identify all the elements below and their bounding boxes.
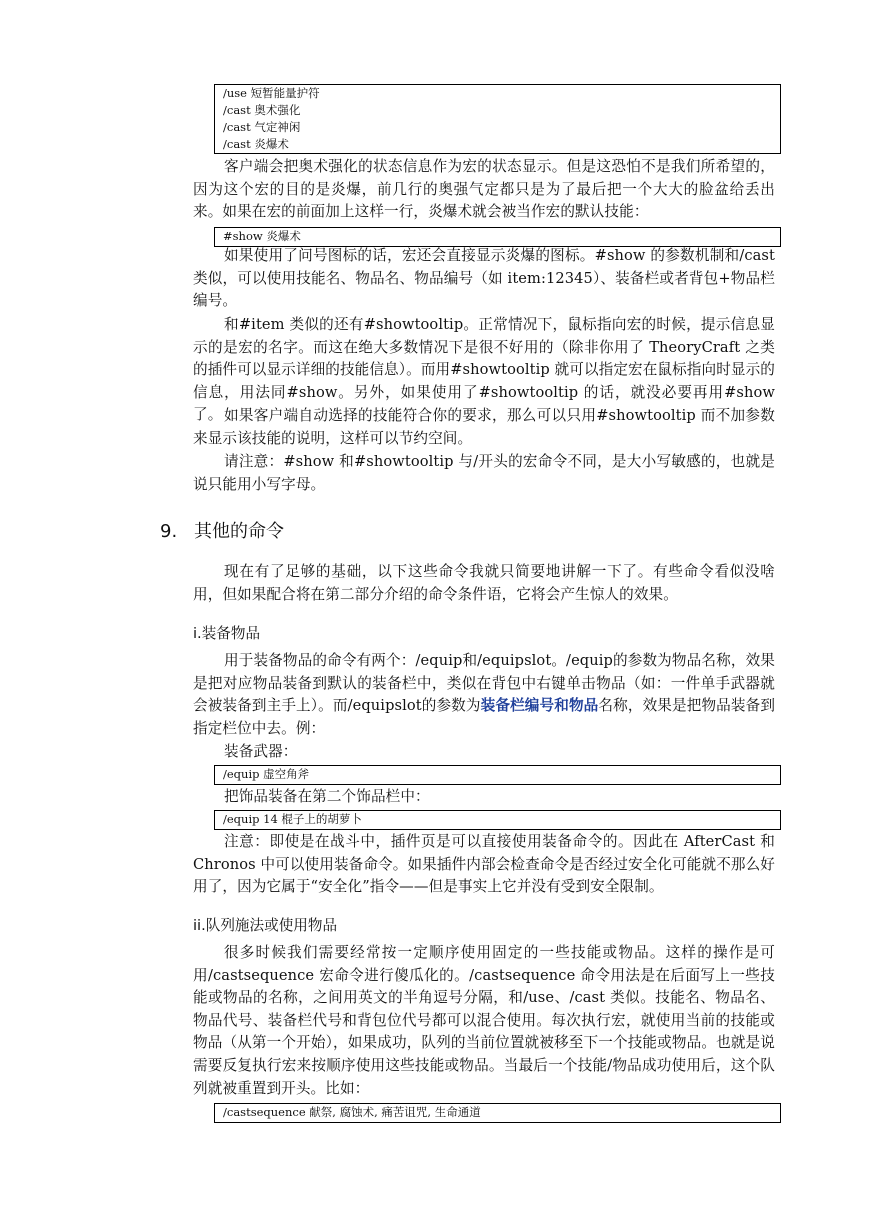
highlighted-link-text: 装备栏编号和物品 <box>480 697 599 715</box>
paragraph: 现在有了足够的基础，以下这些命令我就只简要地讲解一下了。有些命令看似没啥用，但如果配合将在第二部分介绍的命令条件语，它将会产生惊人的效果。 <box>193 563 775 603</box>
paragraph: 注意：即使是在战斗中，插件页是可以直接使用装备命令的。因此在 AfterCast 和 Chronos 中可以使用装备命令。如果插件内部会检查命令是否经过安全化可能就不那么好用了，因为它属于“安全化”指令——但是事实上它并没有受到安全限制。 <box>193 833 775 896</box>
subsection-heading: ii.队列施法或使用物品 <box>193 917 338 934</box>
paragraph: 如果客户端自动选择的技能符合你的要求，那么可以只用#showtooltip 而不加参数来显示该技能的说明，这样可以节约空间。 <box>193 407 775 447</box>
paragraph: 很多时候我们需要经常按一定顺序使用固定的一些技能或物品。这样的操作是可用/castsequence 宏命令进行傻瓜化的。/castsequence 命令用法是在后面写上一些技能或物品的名称，之间用英文的半角逗号分隔，和/use、/cast 类似。技能名、物品名、物品代号、装备栏代号和背包位代号都可以混合使用。每次执行宏，就使用当前的技能或物品（从第一个开始），如果成功，队列的当前位置就被移至下一个技能或物品。也就是说需要反复执行宏来按顺序使用这些技能或物品。当最后一个技能/物品成功使用后，这个队列就被重置到开头。比如： <box>193 944 775 1097</box>
example-label: 装备武器： <box>224 743 298 760</box>
subsection-heading: i.装备物品 <box>193 625 261 642</box>
code-line: /cast 气定神闲 <box>223 120 301 134</box>
macro-code-box <box>214 810 781 830</box>
code-line: /cast 奥术强化 <box>223 103 301 117</box>
code-line: /equip 14 棍子上的胡萝卜 <box>223 812 362 826</box>
macro-code-box <box>214 1103 781 1123</box>
section-heading <box>160 517 284 543</box>
code-line: /use 短暂能量护符 <box>223 86 320 100</box>
paragraph: 客户端会把奥术强化的状态信息作为宏的状态显示。但是这恐怕不是我们所希望的，因为这个宏的目的是炎爆，前几行的奥强气定都只是为了最后把一个大大的脸盆给丢出来。如果在宏的前面加上这样一行，炎爆术就会被当作宏的默认技能： <box>193 158 775 221</box>
paragraph <box>193 650 775 740</box>
paragraph: 请注意：#show 和#showtooltip 与/开头的宏命令不同，是大小写敏感的，也就是说只能用小写字母。 <box>193 453 775 493</box>
paragraph-text: 用于装备物品的命令有两个：/equip和/equipslot。/equip的参数为物品名称，效果是把对应物品装备到默认的装备栏中，类似在背包中右键单击物品（如：一件单手武器就会被装备到主手上）。而/equipslot的参数为 <box>193 652 775 715</box>
paragraph: 和#item 类似的还有#showtooltip。正常情况下，鼠标指向宏的时候，提示信息显示的是宏的名字。而这在绝大多数情况下是很不好用的（除非你用了 TheoryCraft 之类的插件可以显示详细的技能信息）。而用#showtooltip 就可以指定宏在鼠标指向时显示的信息，用法同#show。另外，如果使用了#showtooltip 的话，就没必要再用#show 了。 <box>193 316 775 424</box>
example-label: 把饰品装备在第二个饰品栏中： <box>224 788 430 805</box>
code-line: #show 炎爆术 <box>223 229 301 243</box>
paragraph-text: 名称，效果是把物品装备到指定栏位中去。例： <box>193 697 776 737</box>
section-number: 9. <box>160 521 178 542</box>
code-line: /castsequence 献祭, 腐蚀术, 痛苦诅咒, 生命通道 <box>223 1105 481 1119</box>
code-line: /cast 炎爆术 <box>223 137 289 151</box>
paragraph: 如果使用了问号图标的话，宏还会直接显示炎爆的图标。#show 的参数机制和/cast 类似，可以使用技能名、物品名、物品编号（如 item:12345）、装备栏或者背包+物品栏编号。 <box>193 247 775 310</box>
macro-code-box <box>214 84 781 154</box>
macro-code-box <box>214 765 781 785</box>
code-line: /equip 虚空角斧 <box>223 767 310 781</box>
section-title: 其他的命令 <box>194 521 284 542</box>
macro-code-box <box>214 227 781 247</box>
